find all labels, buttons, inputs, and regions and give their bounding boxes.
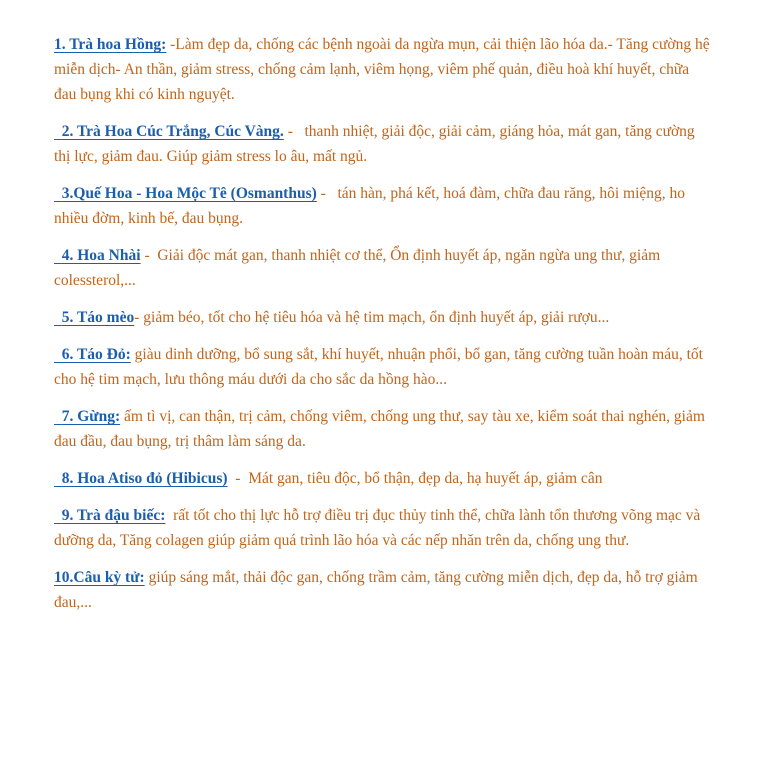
item-description: giàu dinh dưỡng, bổ sung sắt, khí huyết, nhuận phổi, bổ gan, tăng cường tuần hoàn máu, tốt cho hệ tim mạch, lưu thông máu dưới da cho sắc da hồng hào... xyxy=(54,346,703,388)
item-description: -Làm đẹp da, chống các bệnh ngoài da ngừa mụn, cải thiện lão hóa da.- Tăng cường hệ miễn dịch- An thần, giảm stress, chống cảm lạnh, viêm họng, viêm phế quản, điều hoà khí huyết, chữa đau bụng khi có kinh nguyệt. xyxy=(54,36,710,103)
item-title: 4. Hoa Nhài xyxy=(54,247,141,264)
item-title: 6. Táo Đỏ: xyxy=(54,346,131,363)
item-title: 8. Hoa Atiso đỏ (Hibicus) xyxy=(54,470,228,487)
list-item xyxy=(54,565,714,615)
item-title: 5. Táo mèo xyxy=(54,309,135,326)
item-title: 3.Quế Hoa - Hoa Mộc Tê (Osmanthus) xyxy=(54,185,317,202)
list-item xyxy=(54,342,714,392)
list-item xyxy=(54,305,714,330)
item-description: - tán hàn, phá kết, hoá đàm, chữa đau răng, hôi miệng, ho nhiều đờm, kinh bế, đau bụng. xyxy=(54,185,689,227)
item-title: 10.Câu kỳ tử: xyxy=(54,569,145,586)
item-title: 9. Trà đậu biếc: xyxy=(54,507,166,524)
item-title: 1. Trà hoa Hồng: xyxy=(54,36,167,53)
item-description: - Giải độc mát gan, thanh nhiệt cơ thể, Ổn định huyết áp, ngăn ngừa ung thư, giảm colessterol,... xyxy=(54,247,665,289)
item-title: 2. Trà Hoa Cúc Trắng, Cúc Vàng. xyxy=(54,123,284,140)
list-item xyxy=(54,466,714,491)
list-item xyxy=(54,181,714,231)
item-description: - thanh nhiệt, giải độc, giải cảm, giáng hỏa, mát gan, tăng cường thị lực, giảm đau. Giúp giảm stress lo âu, mất ngủ. xyxy=(54,123,699,165)
list-item xyxy=(54,243,714,293)
list-item xyxy=(54,404,714,454)
list-item xyxy=(54,119,714,169)
list-item xyxy=(54,503,714,553)
list-item xyxy=(54,32,714,107)
item-description: - Mát gan, tiêu độc, bổ thận, đẹp da, hạ huyết áp, giảm cân xyxy=(227,470,603,487)
item-description: giúp sáng mắt, thải độc gan, chống trầm cảm, tăng cường miễn dịch, đẹp da, hỗ trợ giảm đau,... xyxy=(54,569,698,611)
herbal-tea-list xyxy=(54,32,714,615)
item-description: - giảm béo, tốt cho hệ tiêu hóa và hệ tim mạch, ổn định huyết áp, giải rượu... xyxy=(134,309,610,326)
item-title: 7. Gừng: xyxy=(54,408,121,425)
item-description: rất tốt cho thị lực hỗ trợ điều trị đục thủy tinh thể, chữa lành tổn thương võng mạc và dưỡng da, Tăng colagen giúp giảm quá trình lão hóa và các nếp nhăn trên da, chống ung thư. xyxy=(54,507,705,549)
item-description: ấm tì vị, can thận, trị cảm, chống viêm, chống ung thư, say tàu xe, kiểm soát thai nghén, giảm đau đầu, đau bụng, trị thâm làm sáng da. xyxy=(54,408,705,450)
